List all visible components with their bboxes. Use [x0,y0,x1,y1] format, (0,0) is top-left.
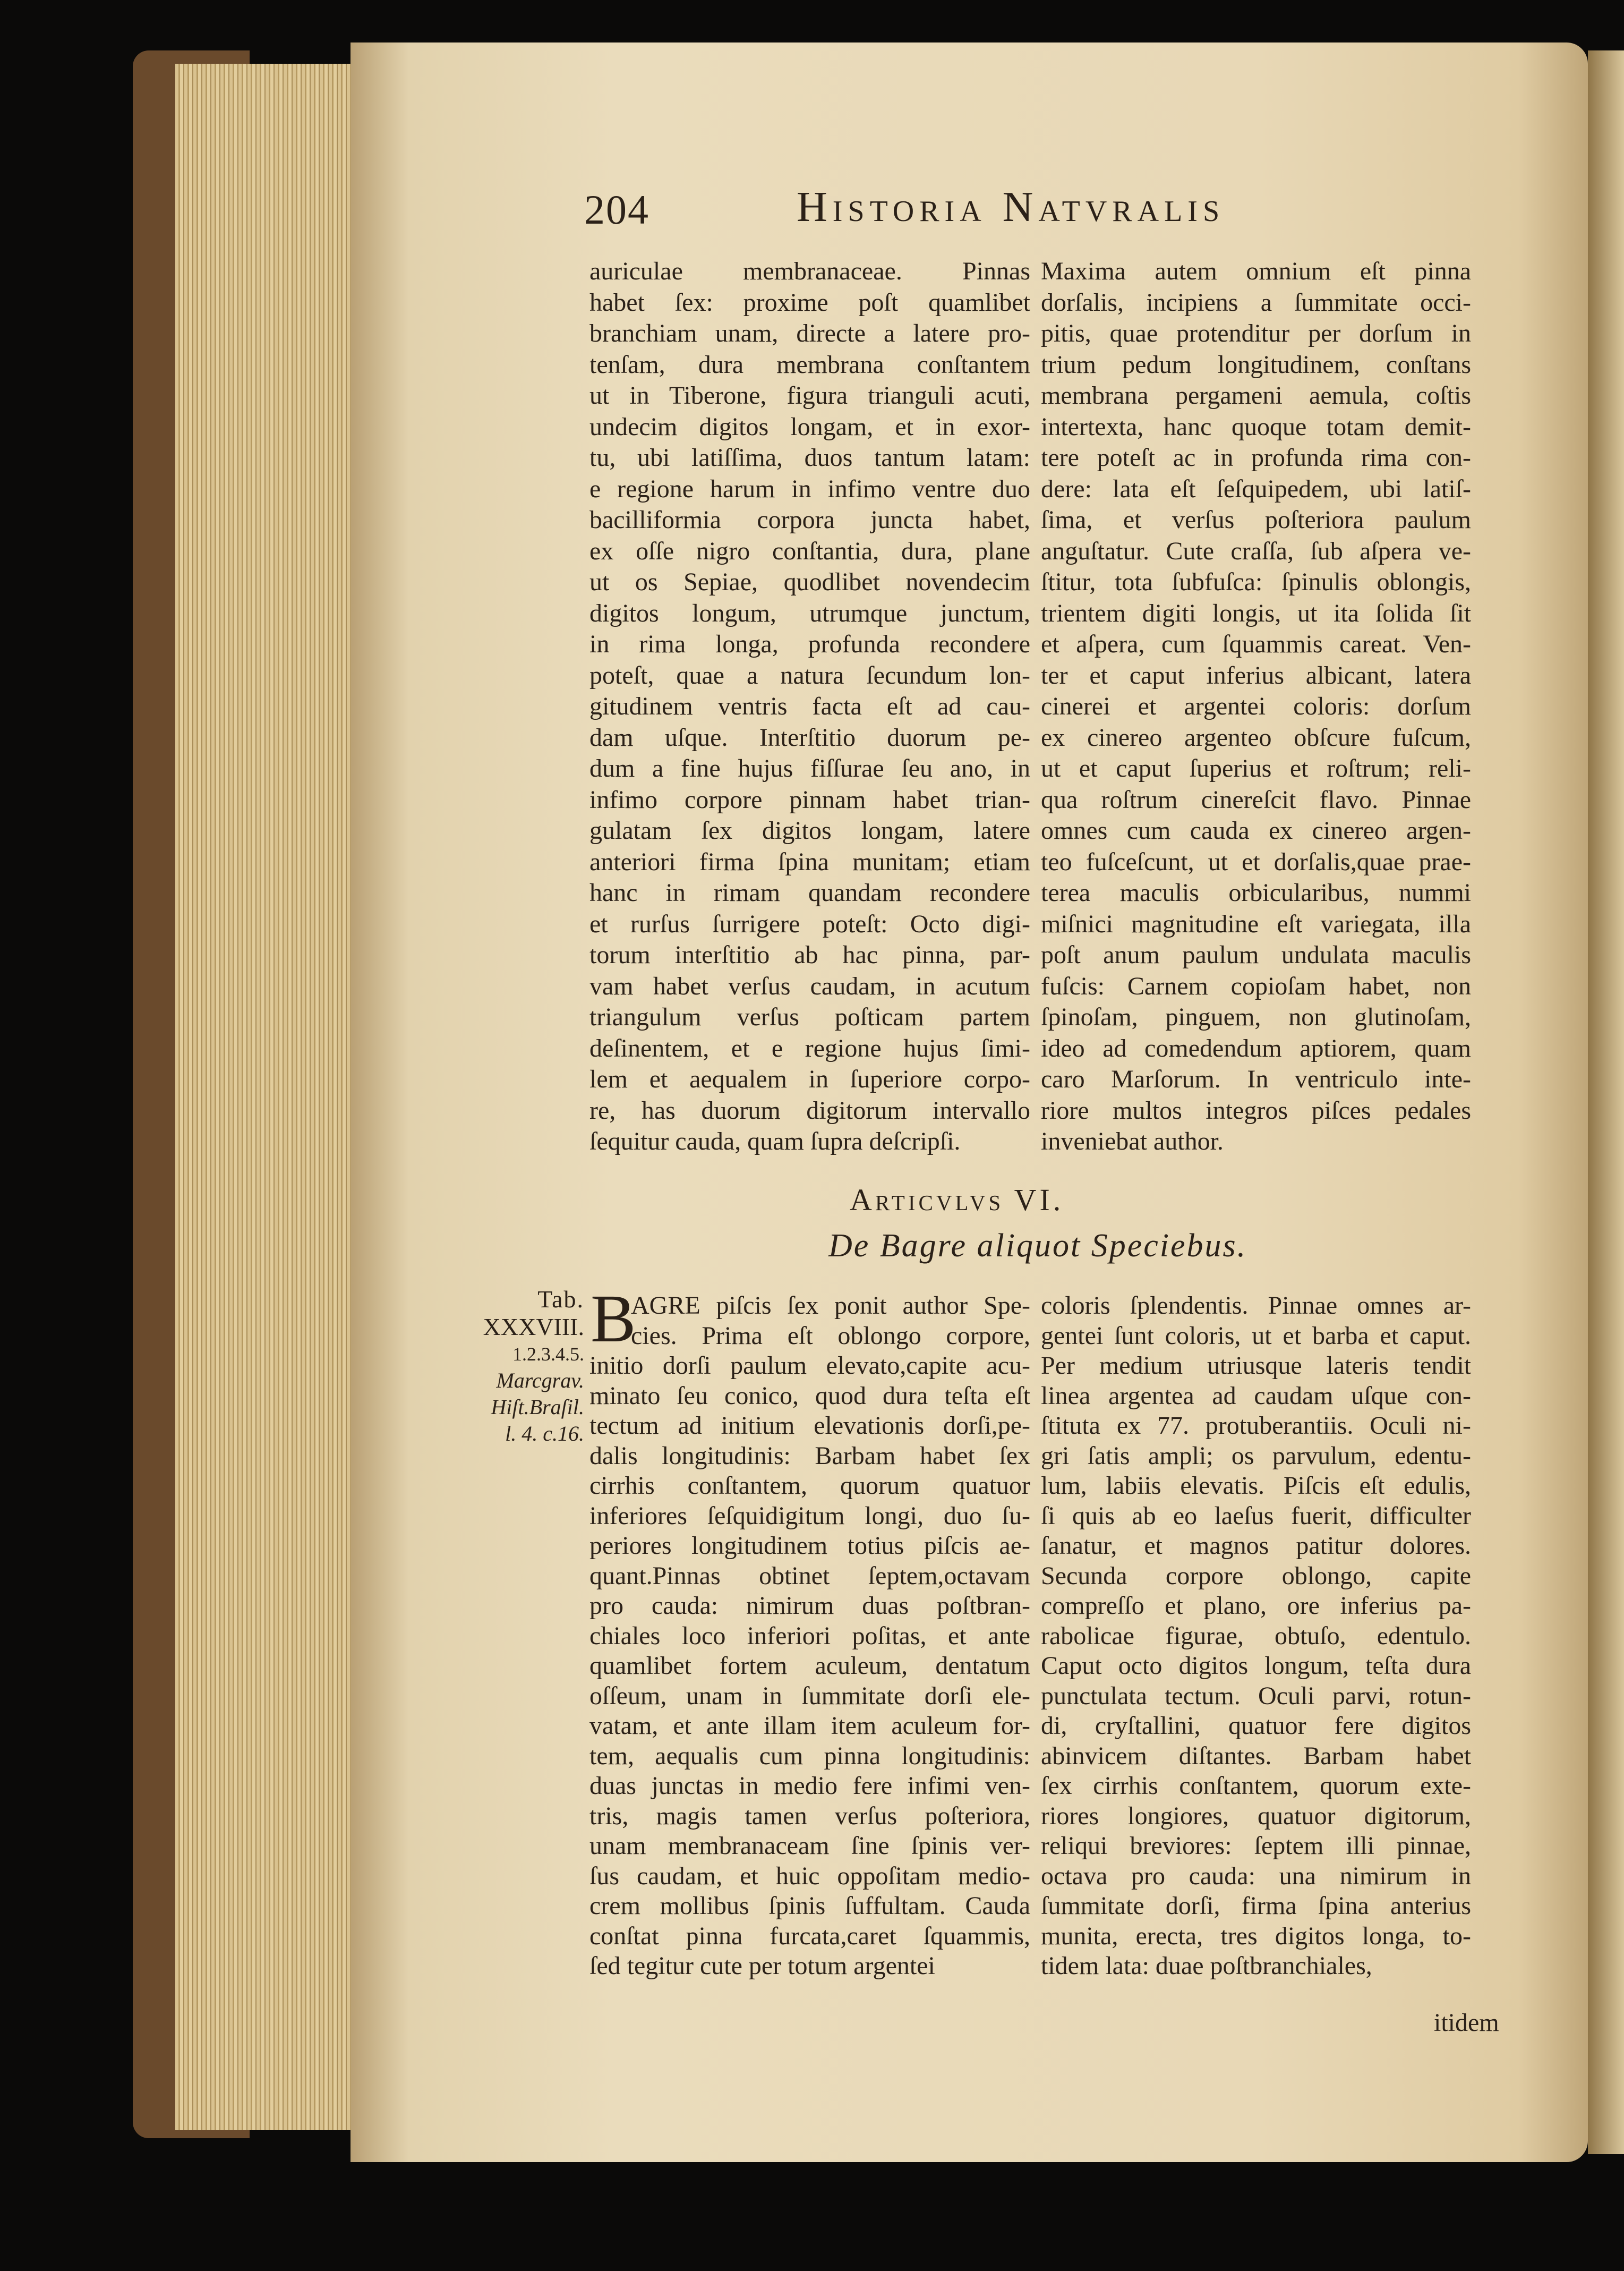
text-line: in rima longa, profunda recondere [589,630,1030,658]
text-line: minato ſeu conico, quod dura teſta eſt [589,1381,1030,1410]
text-line: anguſtatur. Cute craſſa, ſub aſpera ve- [1041,537,1471,565]
text-line: dorſalis, incipiens a ſummitate occi- [1041,288,1471,317]
text-line: ſummitate dorſi, firma ſpina anterius [1041,1892,1471,1920]
text-line: trium pedum longitudinem, conſtans [1041,350,1471,379]
text-line: infimo corpore pinnam habet trian- [589,785,1030,814]
text-line: lum, labiis elevatis. Piſcis eſt edulis, [1041,1472,1471,1500]
text-line: anteriori firma ſpina munitam; etiam [589,847,1030,876]
text-line: conſtat pinna furcata,caret ſquammis, [589,1921,1030,1950]
text-line: vatam, et ante illam item aculeum for- [589,1712,1030,1740]
text-line: ideo ad comedendum aptiorem, quam [1041,1034,1471,1062]
text-line: duas junctas in medio fere infimi ven- [589,1772,1030,1800]
text-line: lem et aequalem in ſuperiore corpo- [589,1065,1030,1093]
text-column-bottom-right [1041,1291,1471,1981]
text-line: punctulata tectum. Oculi parvi, rotun- [1041,1681,1471,1710]
text-line: riores longiores, quatuor digitorum, [1041,1801,1471,1830]
margin-note-reference: Hiſt.Braſil. [491,1395,584,1419]
text-line: triangulum verſus poſticam partem [589,1003,1030,1031]
text-line: coloris ſplendentis. Pinnae omnes ar- [1041,1291,1471,1320]
text-line: qua roſtrum cinereſcit flavo. Pinnae [1041,785,1471,814]
page-number: 204 [584,186,649,233]
text-line: re, has duorum digitorum intervallo [589,1096,1030,1125]
text-column-bottom-left [589,1291,1030,1981]
drop-cap: B [591,1281,636,1356]
text-column-top-left [589,256,1030,1158]
text-line: membrana pergameni aemula, coſtis [1041,381,1471,410]
text-line: riore multos integros piſces pedales [1041,1096,1471,1125]
text-line: gulatam ſex digitos longam, latere [589,816,1030,845]
text-line: intertexta, hanc quoque totam demit- [1041,412,1471,441]
margin-note-reference: Marcgrav. [496,1368,584,1392]
text-line: Maxima autem omnium eſt pinna [1041,257,1471,285]
text-line: bacilliformia corpora juncta habet, [589,506,1030,534]
page-stack-fore-edge [175,64,356,2130]
text-line: rabolicae figurae, obtuſo, edentulo. [1041,1621,1471,1650]
margin-note-figures: 1.2.3.4.5. [512,1343,584,1365]
text-line: cies. Prima eſt oblongo corpore, [631,1321,1030,1350]
text-line: terea maculis orbicularibus, nummi [1041,879,1471,907]
text-line: Caput octo digitos longum, teſta dura [1041,1652,1471,1680]
text-line: habet ſex: proxime poſt quamlibet [589,288,1030,317]
text-line: ex cinereo argenteo obſcure fuſcum, [1041,723,1471,752]
text-line: poſt anum paulum undulata maculis [1041,941,1471,969]
text-line: auriculae membranaceae. Pinnas [589,257,1030,285]
text-line: deſinentem, et e regione hujus ſimi- [589,1034,1030,1062]
text-line: omnes cum cauda ex cinereo argen- [1041,816,1471,845]
text-line: ex oſſe nigro conſtantia, dura, plane [589,537,1030,565]
text-line: caro Marſorum. In ventriculo inte- [1041,1065,1471,1093]
text-line: gri ſatis ampli; os parvulum, edentu- [1041,1441,1471,1470]
text-line: pro cauda: nimirum duas poſtbran- [589,1592,1030,1620]
text-line: gentei ſunt coloris, ut et barba et caput. [1041,1321,1471,1350]
text-line: teo fuſceſcunt, ut et dorſalis,quae prae- [1041,847,1471,876]
text-line: unam membranaceam ſine ſpinis ver- [589,1832,1030,1860]
text-line: ſi quis ab eo laeſus fuerit, difficulter [1041,1501,1471,1530]
text-line: cinerei et argentei coloris: dorſum [1041,692,1471,720]
text-line: Secunda corpore oblongo, capite [1041,1561,1471,1590]
text-line: ſpinoſam, pinguem, non glutinoſam, [1041,1003,1471,1031]
text-line: branchiam unam, directe a latere pro- [589,319,1030,347]
margin-note-plate: XXXVIII. [483,1313,584,1340]
text-line: e regione harum in infimo ventre duo [589,474,1030,503]
text-line: abinvicem diſtantes. Barbam habet [1041,1741,1471,1770]
text-line: dalis longitudinis: Barbam habet ſex [589,1441,1030,1470]
text-line: chiales loco inferiori poſitas, et ante [589,1621,1030,1650]
text-line: tem, aequalis cum pinna longitudinis: [589,1741,1030,1770]
text-line: crem mollibus ſpinis ſuffultam. Cauda [589,1892,1030,1920]
text-line: munita, erecta, tres digitos longa, to- [1041,1921,1471,1950]
text-line: dam uſque. Interſtitio duorum pe- [589,723,1030,752]
margin-note-reference: l. 4. c.16. [505,1422,584,1445]
text-line: inveniebat author. [1041,1127,1224,1155]
text-line: ſus caudam, et huic oppoſitam medio- [589,1861,1030,1890]
text-line: poteſt, quae a natura ſecundum lon- [589,661,1030,690]
text-line: torum interſtitio ab hac pinna, par- [589,941,1030,969]
text-line: inferiores ſeſquidigitum longi, duo ſu- [589,1501,1030,1530]
text-line: ſed tegitur cute per totum argentei [589,1952,935,1980]
text-line: ter et caput inferius albicant, latera [1041,661,1471,690]
facing-page-edge [1588,50,1624,2154]
text-line: tenſam, dura membrana conſtantem [589,350,1030,379]
text-line: et aſpera, cum ſquammis careat. Ven- [1041,630,1471,658]
text-line: ſtituta ex 77. protuberantiis. Oculi ni- [1041,1411,1471,1440]
text-line: di, cryſtallini, quatuor fere digitos [1041,1712,1471,1740]
text-line: periores longitudinem totius piſcis ae- [589,1532,1030,1560]
text-line: ſequitur cauda, quam ſupra deſcripſi. [589,1127,961,1155]
text-line: oſſeum, unam in ſummitate dorſi ele- [589,1681,1030,1710]
text-line: reliqui breviores: ſeptem illi pinnae, [1041,1832,1471,1860]
text-line: ſtitur, tota ſubfuſca: ſpinulis oblongis, [1041,568,1471,596]
text-line: et rurſus ſurrigere poteſt: Octo digi- [589,909,1030,938]
text-line: ut et caput ſuperius et roſtrum; reli- [1041,754,1471,782]
text-line: pitis, quae protenditur per dorſum in [1041,319,1471,347]
text-line: linea argentea ad caudam uſque con- [1041,1381,1471,1410]
catchword: itidem [1434,2009,1499,2037]
text-line: ut in Tiberone, figura trianguli acuti, [589,381,1030,410]
text-line: ſima, et verſus poſteriora paulum [1041,506,1471,534]
text-line: quant.Pinnas obtinet ſeptem,octavam [589,1561,1030,1590]
text-line: ut os Sepiae, quodlibet novendecim [589,568,1030,596]
text-line: ſanatur, et magnos patitur dolores. [1041,1532,1471,1560]
text-line: vam habet verſus caudam, in acutum [589,972,1030,1000]
text-line: compreſſo et plano, ore inferius pa- [1041,1592,1471,1620]
text-line: tectum ad initium elevationis dorſi,pe- [589,1411,1030,1440]
text-line: initio dorſi paulum elevato,capite acu- [589,1351,1030,1380]
running-title: Historia Natvralis [797,184,1225,231]
text-line: quamlibet fortem aculeum, dentatum [589,1652,1030,1680]
text-line: dum a fine hujus fiſſurae ſeu ano, in [589,754,1030,782]
text-line: cirrhis conſtantem, quorum quatuor [589,1472,1030,1500]
text-line: tere poteſt ac in profunda rima con- [1041,444,1471,472]
text-line: hanc in rimam quandam recondere [589,879,1030,907]
article-heading: Articvlvs VI. [850,1183,1064,1217]
text-line: undecim digitos longam, et in exor- [589,412,1030,441]
text-line: dere: lata eſt ſeſquipedem, ubi latiſ- [1041,474,1471,503]
text-line: Per medium utriusque lateris tendit [1041,1351,1471,1380]
text-line: tris, magis tamen verſus poſteriora, [589,1801,1030,1830]
margin-note-tab: Tab. [537,1286,584,1313]
text-line: tu, ubi latiſſima, duos tantum latam: [589,444,1030,472]
text-line: gitudinem ventris facta eſt ad cau- [589,692,1030,720]
text-line: fuſcis: Carnem copioſam habet, non [1041,972,1471,1000]
text-line: ſex cirrhis conſtantem, quorum exte- [1041,1772,1471,1800]
margin-note [467,1286,584,1447]
text-column-top-right [1041,256,1471,1158]
text-line: digitos longum, utrumque junctum, [589,599,1030,627]
text-line: octava pro cauda: una nimirum in [1041,1861,1471,1890]
text-line: tidem lata: duae poſtbranchiales, [1041,1952,1372,1980]
text-line: AGRE piſcis ſex ponit author Spe- [631,1291,1030,1320]
text-line: miſnici magnitudine eſt variegata, illa [1041,909,1471,938]
text-line: trientem digiti longis, ut ita ſolida ſit [1041,599,1471,627]
article-subtitle: De Bagre aliquot Speciebus. [828,1228,1247,1264]
